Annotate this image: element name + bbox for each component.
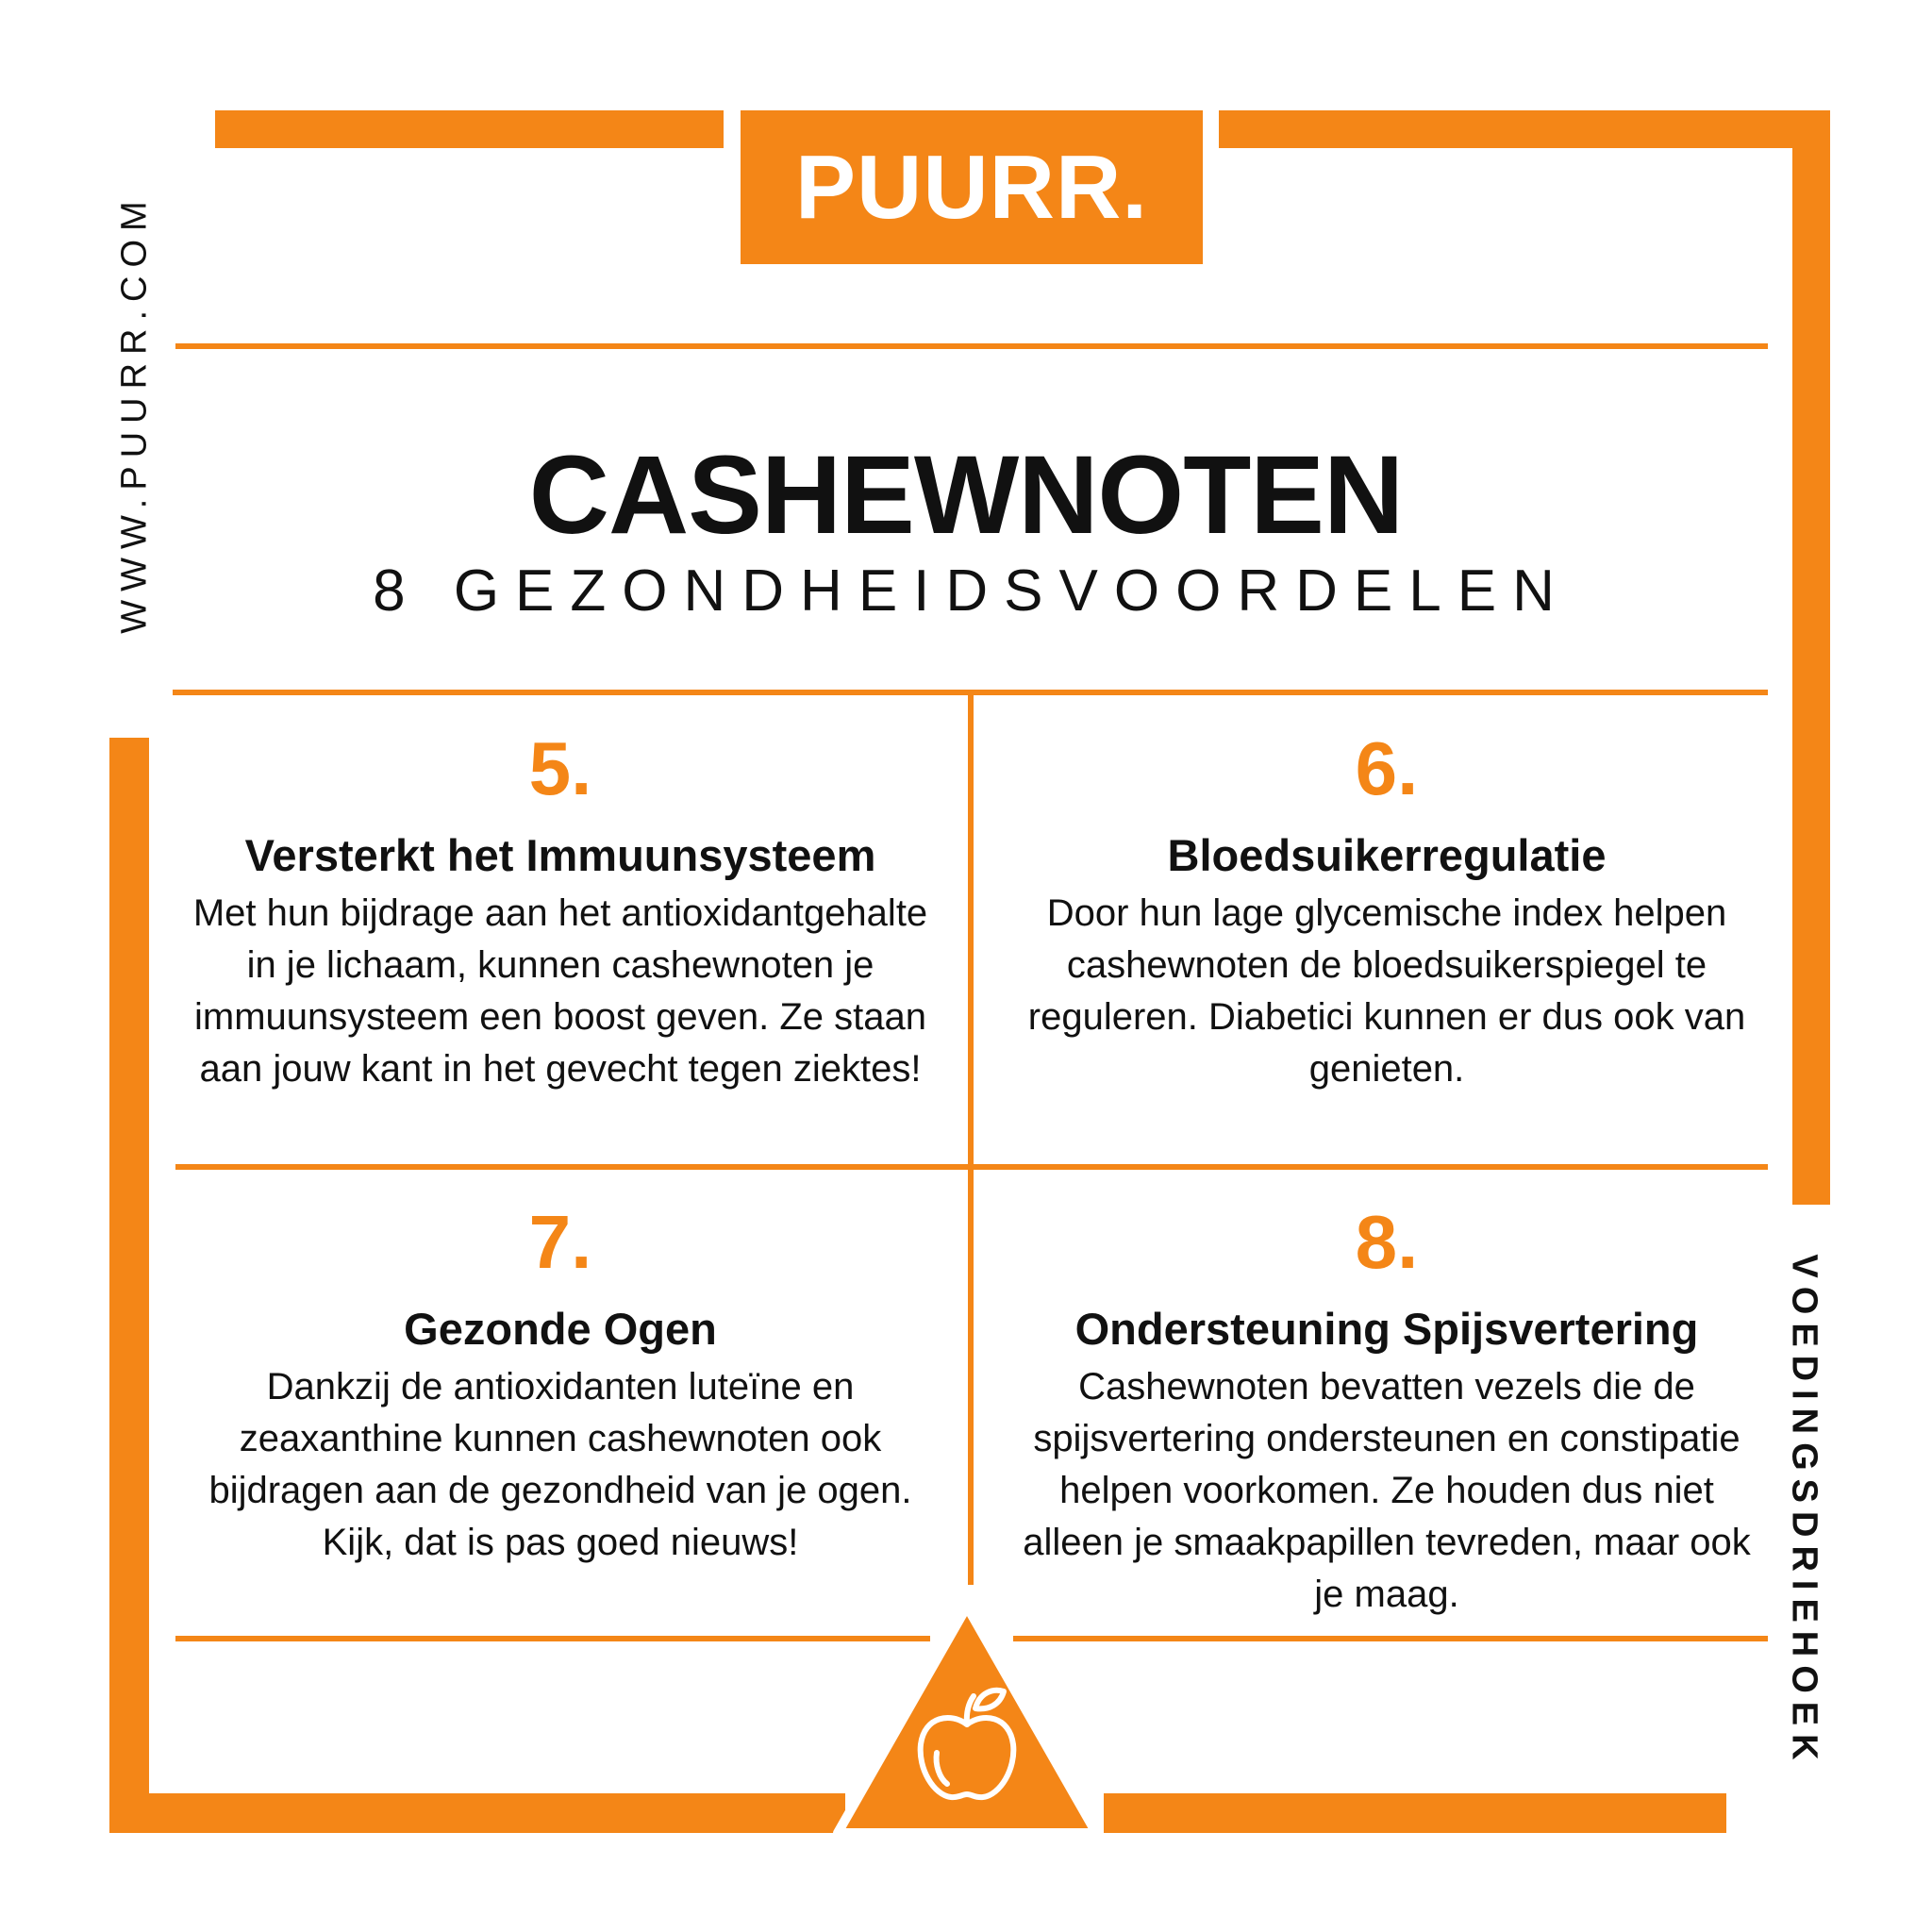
frame-left-bar bbox=[109, 738, 149, 1833]
frame-top-right-bar bbox=[1219, 110, 1830, 148]
benefit-number: 7. bbox=[528, 1200, 592, 1284]
benefit-number: 8. bbox=[1355, 1200, 1419, 1284]
website-label: WWW.PUURR.COM bbox=[114, 192, 155, 634]
frame-bottom-left-bar bbox=[109, 1793, 845, 1833]
benefit-heading: Gezonde Ogen bbox=[404, 1304, 717, 1354]
divider-bottom-right bbox=[1013, 1636, 1768, 1641]
benefit-text: Door hun lage glycemische index helpen cashewnoten de bloedsuikerspiegel te reguleren. Diabetici kunnen er dus ook van genieten. bbox=[1027, 892, 1746, 1090]
logo-box bbox=[741, 110, 1203, 264]
frame-right-bar bbox=[1792, 110, 1830, 1205]
divider-vertical bbox=[968, 693, 974, 1585]
frame-bottom-right-bar bbox=[1104, 1793, 1726, 1833]
benefit-text: Met hun bijdrage aan het antioxidantgehalte in je lichaam, kunnen cashewnoten je immuunsysteem een boost geven. Ze staan aan jouw kant in het gevecht tegen ziektes! bbox=[192, 892, 928, 1090]
benefit-text: Cashewnoten bevatten vezels die de spijsvertering ondersteunen en constipatie helpen voorkomen. Ze houden dus niet alleen je smaakpapillen tevreden, maar ook je maag. bbox=[1023, 1366, 1751, 1615]
benefit-8 bbox=[981, 1200, 1792, 1621]
logo: PUURR. bbox=[794, 136, 1148, 238]
benefit-7 bbox=[154, 1200, 967, 1569]
divider-bottom-left bbox=[175, 1636, 930, 1641]
page-subtitle: 8 GEZONDHEIDSVOORDELEN bbox=[373, 558, 1571, 624]
page-title: CASHEWNOTEN bbox=[528, 433, 1404, 558]
frame-top-left-bar bbox=[215, 110, 724, 148]
benefit-text: Dankzij de antioxidanten luteïne en zeaxanthine kunnen cashewnoten ook bijdragen aan de gezondheid van je ogen. Kijk, dat is pas goed nieuws! bbox=[208, 1366, 912, 1563]
benefit-number: 6. bbox=[1355, 726, 1419, 810]
divider-top bbox=[175, 343, 1768, 349]
benefit-heading: Ondersteuning Spijsvertering bbox=[1074, 1304, 1699, 1354]
benefit-heading: Versterkt het Immuunsysteem bbox=[244, 830, 876, 880]
triangle-badge bbox=[830, 1597, 1104, 1842]
benefit-heading: Bloedsuikerregulatie bbox=[1167, 830, 1607, 880]
benefit-5 bbox=[154, 726, 967, 1095]
side-label: VOEDINGSDRIEHOEK bbox=[1784, 1254, 1824, 1769]
benefit-number: 5. bbox=[528, 726, 592, 810]
benefit-6 bbox=[981, 726, 1792, 1095]
